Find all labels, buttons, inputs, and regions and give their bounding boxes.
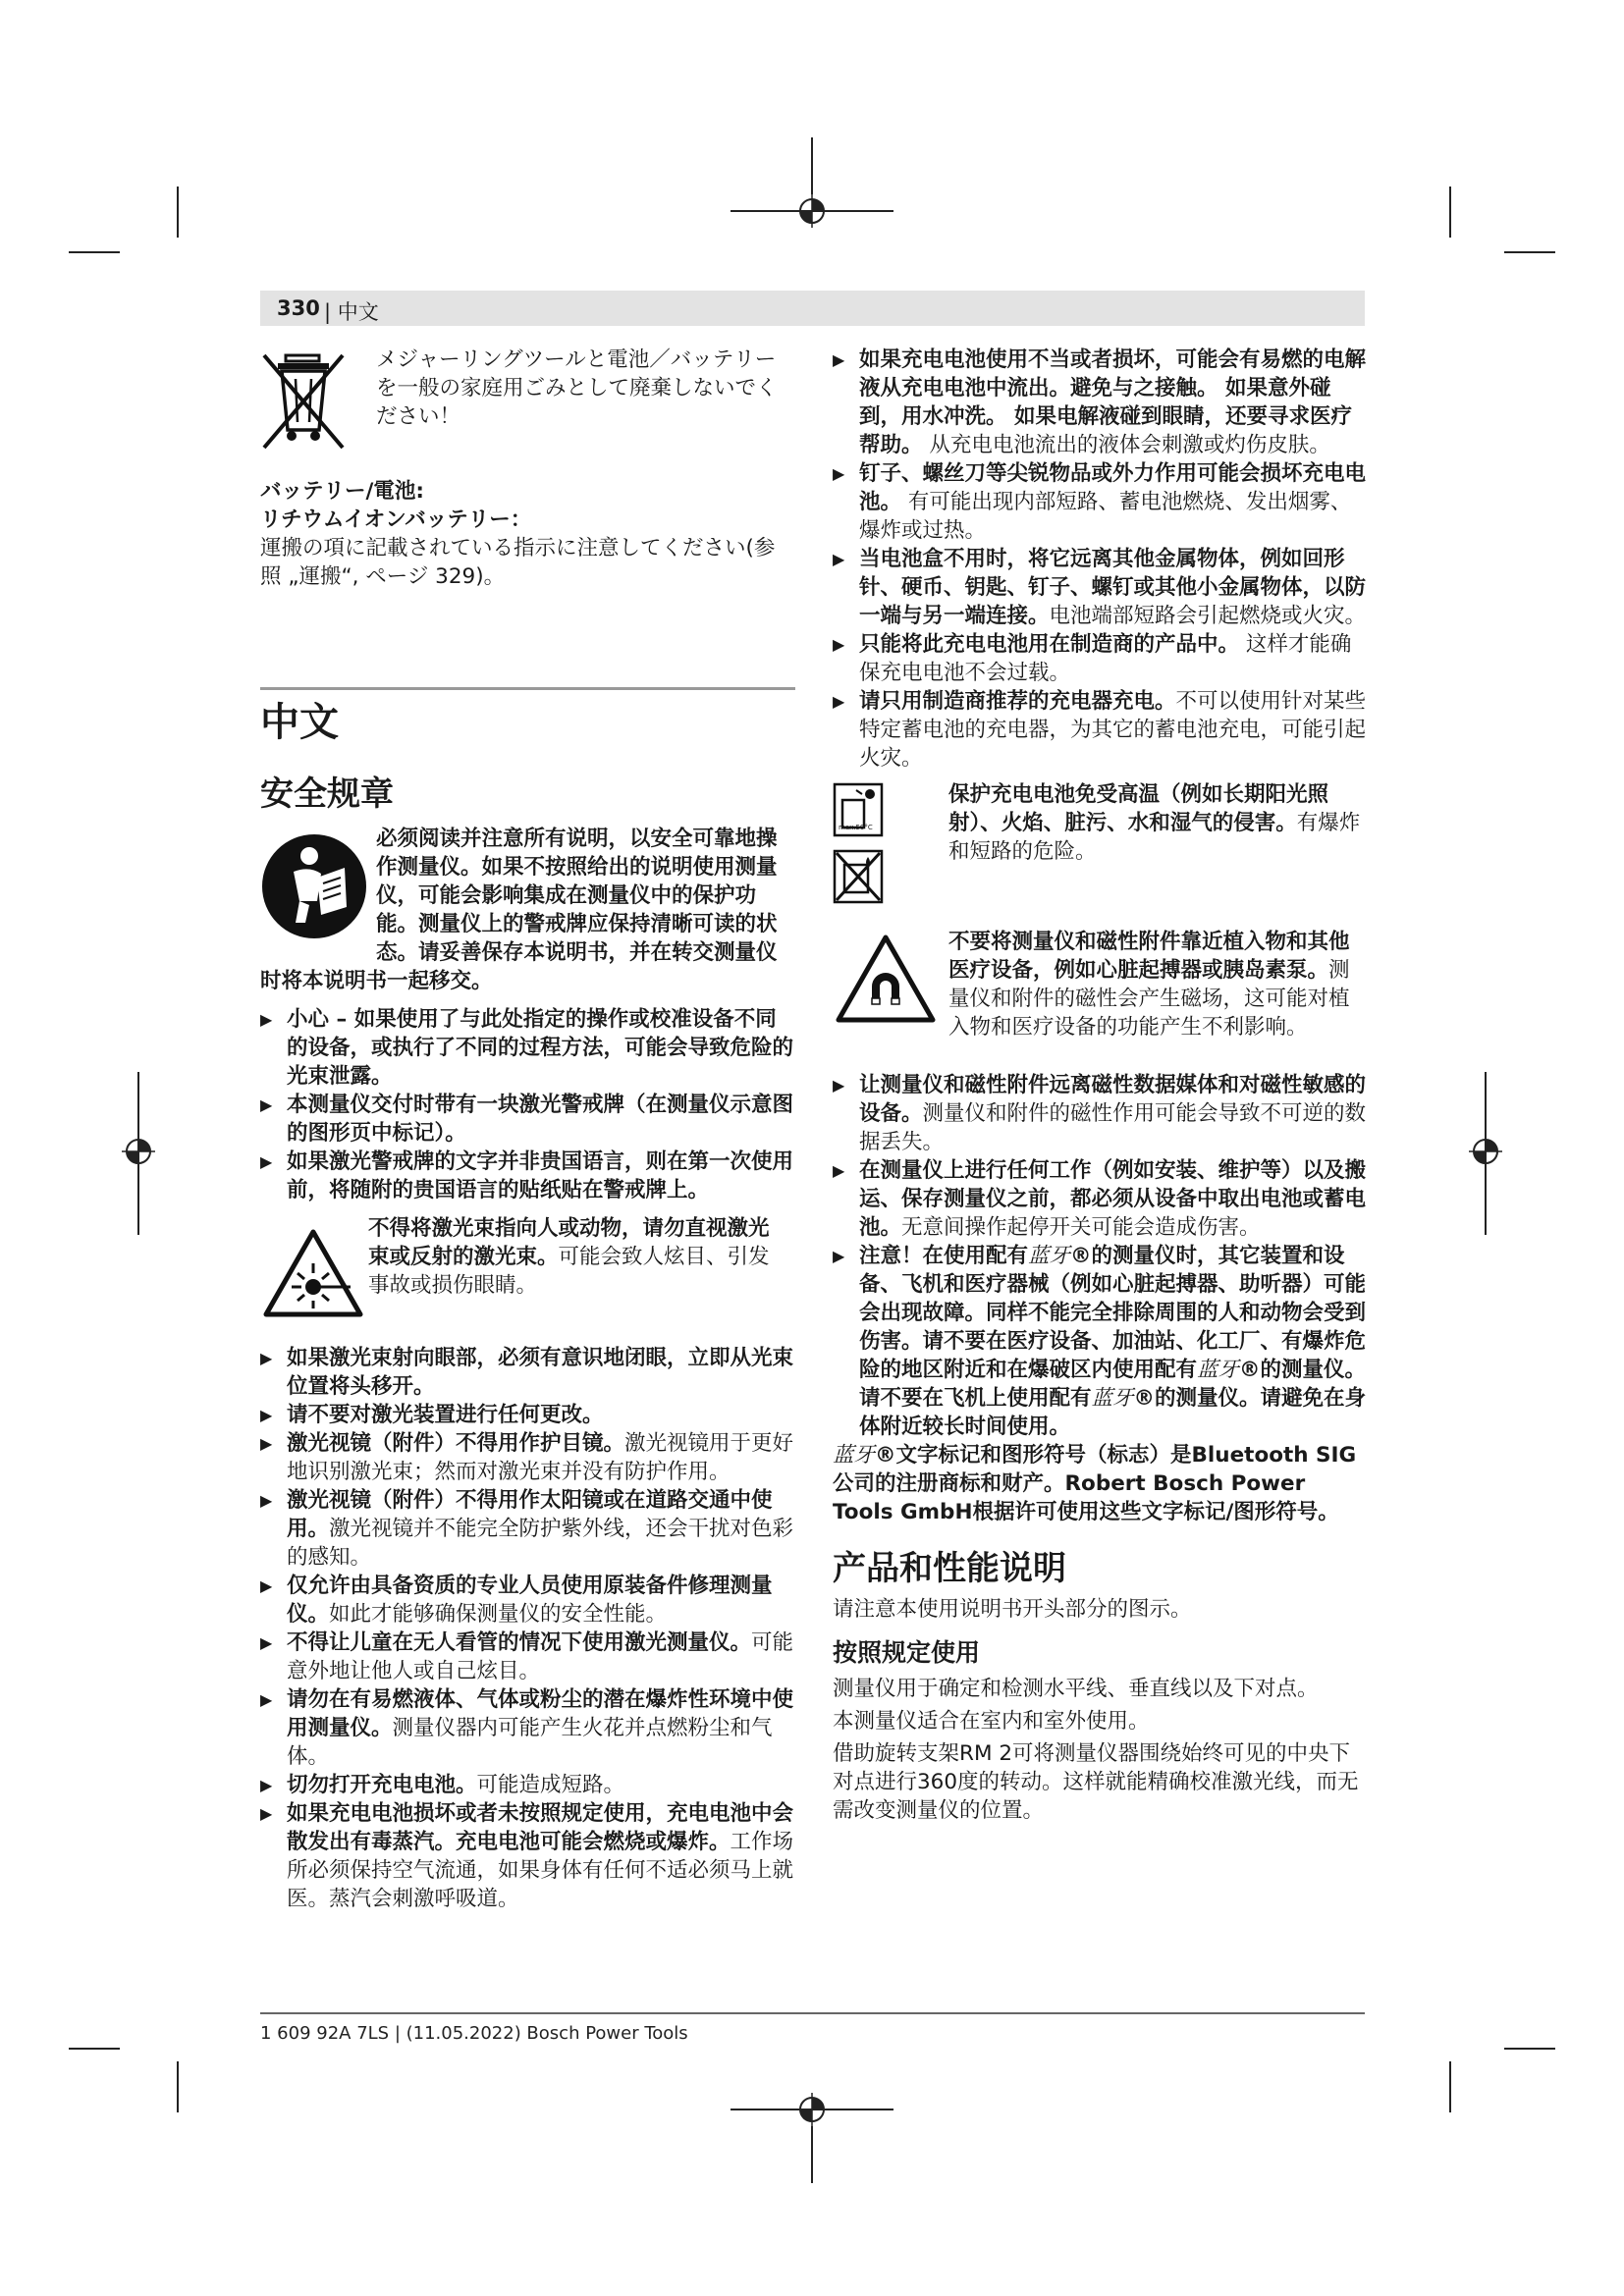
trademark-text: ®文字标记和图形符号（标志）是Bluetooth SIG公司的注册商标和财产。Robert Bosch Power Tools GmbH根据许可使用这些文字标记/图形符号。	[833, 1443, 1357, 1524]
bullet-normal-text: 从充电电池流出的液体会刺激或灼伤皮肤。	[922, 433, 1330, 457]
laser-warning-icon	[262, 1228, 364, 1318]
bullet-normal-text: 可能意外地让他人或自己炫目。	[287, 1630, 794, 1683]
safety-bullet	[260, 1685, 795, 1771]
bullet-normal-text: 这样才能确保充电电池不会过载。	[859, 632, 1352, 685]
jp-battery-heading: バッテリー/電池:	[260, 479, 424, 504]
bullet-bold-text: 钉子、螺丝刀等尖锐物品或外力作用可能会损坏充电电池。	[859, 461, 1367, 514]
safety-bullet	[833, 1071, 1368, 1156]
left-column	[260, 346, 795, 591]
bullet-normal-text: 有可能出现内部短路、蓄电池燃烧、发出烟雾、爆炸或过热。	[859, 490, 1352, 543]
bullet-bold-text: 激光视镜（附件）不得用作护目镜。	[287, 1431, 625, 1456]
safety-bullet	[833, 346, 1368, 459]
magnet-warning-block	[833, 928, 1368, 1071]
bullet-normal-text: 无意间操作起停开关可能会造成伤害。	[901, 1215, 1261, 1240]
bullet-normal-text: 电池端部短路会引起燃烧或火灾。	[1049, 604, 1367, 628]
safety-bullet	[260, 1771, 795, 1799]
crop-mark-bottom-left-h	[69, 2048, 120, 2050]
bullet-normal-text: 激光视镜并不能完全防护紫外线，还会干扰对色彩的感知。	[287, 1517, 794, 1570]
bullet-bold-text: 激光视镜（附件）不得用作太阳镜或在道路交通中使用。	[287, 1488, 773, 1541]
disposal-block	[260, 346, 795, 463]
bullet-normal-text: 如此才能够确保测量仪的安全性能。	[329, 1602, 668, 1627]
safety-title: 安全规章	[260, 774, 394, 814]
read-manual-block	[260, 825, 795, 995]
bullet-bold-text: 如果充电电池使用不当或者损坏，可能会有易燃的电解液从充电电池中流出。避免与之接触。 如果意外碰到，用水冲洗。 如果电解液碰到眼睛，还要寻求医疗帮助。	[859, 347, 1367, 457]
product-intro: 请注意本使用说明书开头部分的图示。	[833, 1597, 1192, 1622]
right-bullets-a	[833, 346, 1368, 773]
sun-icon-caption: max.50°C	[839, 824, 873, 831]
bullet-bold-text: 如果激光束射向眼部，必须有意识地闭眼，立即从光束位置将头移开。	[287, 1346, 794, 1399]
section-title: 中文	[260, 700, 339, 745]
safety-bullet	[260, 1629, 795, 1685]
section-divider	[260, 687, 795, 690]
bullet-normal-text: 激光视镜用于更好地识别激光束；然而对激光束并没有防护作用。	[287, 1431, 794, 1484]
left-bullets-a	[260, 1005, 795, 1204]
safety-bullet	[260, 1799, 795, 1913]
intended-use-p1: 测量仪用于确定和检测水平线、垂直线以及下对点。	[833, 1677, 1319, 1701]
bullet-normal-text: 工作场所必须保持空气流通，如果身体有任何不适必须马上就医。蒸汽会刺激呼吸道。	[287, 1830, 794, 1911]
bullet-bold-text: 请勿在有易燃液体、气体或粉尘的潜在爆炸性环境中使用测量仪。	[287, 1687, 794, 1740]
safety-bullet	[260, 1344, 795, 1401]
crop-mark-top-right-h	[1504, 251, 1555, 253]
crop-mark-bottom-right-v	[1449, 2061, 1451, 2112]
safety-bullet	[260, 1401, 795, 1429]
safety-bullet	[260, 1486, 795, 1572]
safety-bullet	[260, 1429, 795, 1486]
bluetooth-part4: ®的测量仪。请避免在身体附近较长时间使用。	[859, 1386, 1367, 1439]
registration-line-bottom	[811, 2126, 813, 2183]
crop-mark-bottom-left-v	[177, 2061, 179, 2112]
laser-warning-block	[260, 1214, 795, 1338]
bullet-normal-text: 测量仪器内可能产生火花并点燃粉尘和气体。	[287, 1716, 773, 1769]
page-header-bar	[260, 291, 1365, 326]
safety-bullet	[833, 459, 1368, 545]
bullet-bold-text: 仅允许由具备资质的专业人员使用原装备件修理测量仪。	[287, 1574, 773, 1627]
registration-line-right	[1485, 1072, 1487, 1235]
intended-use-p2: 本测量仪适合在室内和室外使用。	[833, 1709, 1150, 1734]
bullet-normal-text: 测量仪和附件的磁性作用可能会导致不可逆的数据丢失。	[859, 1101, 1367, 1154]
bullet-bold-text: 请只用制造商推荐的充电器充电。	[859, 689, 1176, 714]
registration-line-bottom-h	[731, 2109, 893, 2110]
magnet-warning-icon	[835, 934, 937, 1024]
magnet-warning-normal: 测量仪和附件的磁性会产生磁场，这可能对植入物和医疗设备的功能产生不利影响。	[948, 958, 1350, 1040]
heat-warning-normal: 有爆炸和短路的危险。	[948, 811, 1361, 864]
bluetooth-part1: 注意！在使用配有	[859, 1244, 1029, 1268]
crossed-bin-icon	[260, 349, 347, 457]
laser-warning-text	[368, 1214, 781, 1300]
heat-warning-text	[948, 780, 1361, 866]
bluetooth-bullet	[833, 1242, 1368, 1441]
trademark-note	[833, 1441, 1368, 1526]
bluetooth-brand-3: 蓝牙	[1091, 1386, 1134, 1411]
bullet-bold-text: 当电池盒不用时，将它远离其他金属物体，例如回形针、硬币、钥匙、钉子、螺钉或其他小金属物体，以防一端与另一端连接。	[859, 547, 1367, 628]
bluetooth-brand-1: 蓝牙	[1028, 1244, 1071, 1268]
bullet-normal-text: 可能造成短路。	[476, 1773, 625, 1797]
right-column	[833, 346, 1368, 1825]
heat-warning-block	[833, 780, 1368, 918]
laser-warning-normal: 可能会致人炫目、引发事故或损伤眼睛。	[368, 1245, 770, 1298]
safety-bullet	[260, 1148, 795, 1204]
bluetooth-part2: ®的测量仪时，其它装置和设备、飞机和医疗器械（例如心脏起搏器、助听器）可能会出现故障。同样不能完全排除周围的人和动物会受到伤害。请不要在医疗设备、加油站、化工厂、有爆炸危险的地区附近和在爆破区内使用配有	[859, 1244, 1367, 1382]
crop-mark-top-right-v	[1449, 187, 1451, 238]
bluetooth-part3: ®的测量仪。请不要在飞机上使用配有	[859, 1358, 1367, 1411]
header-language-text: 中文	[337, 300, 379, 324]
bullet-bold-text: 如果激光警戒牌的文字并非贵国语言，则在第一次使用前，将随附的贵国语言的贴纸贴在警戒牌上。	[287, 1149, 794, 1202]
safety-intro-text: 必须阅读并注意所有说明，以安全可靠地操作测量仪。如果不按照给出的说明使用测量仪，可能会影响集成在测量仪中的保护功能。测量仪上的警戒牌应保持清晰可读的状态。请妥善保存本说明书，并在转交测量仪时将本说明书一起移交。	[260, 827, 778, 993]
header-language: | 中文	[324, 300, 379, 324]
safety-bullet	[833, 687, 1368, 773]
bullet-bold-text: 不得让儿童在无人看管的情况下使用激光测量仪。	[287, 1630, 752, 1655]
bullet-bold-text: 本测量仪交付时带有一块激光警戒牌（在测量仪示意图的图形页中标记）。	[287, 1093, 794, 1146]
bluetooth-brand-2: 蓝牙	[1197, 1358, 1240, 1382]
heat-warning-bold: 保护充电电池免受高温（例如长期阳光照射）、火焰、脏污、水和湿气的侵害。	[948, 782, 1329, 835]
page-number: 330	[277, 296, 320, 320]
bullet-bold-text: 请不要对激光装置进行任何更改。	[287, 1403, 604, 1427]
crop-mark-top-left-h	[69, 251, 120, 253]
jp-li-ion-heading: リチウムイオンバッテリー：	[260, 507, 532, 532]
trademark-brand: 蓝牙	[833, 1443, 876, 1468]
registration-line-top-h	[731, 210, 893, 212]
bullet-bold-text: 小心 – 如果使用了与此处指定的操作或校准设备不同的设备，或执行了不同的过程方法，可能会导致危险的光束泄露。	[287, 1007, 794, 1089]
left-column-zh	[260, 699, 795, 1913]
footer-rule	[260, 2012, 1365, 2014]
registration-line-left	[137, 1072, 139, 1235]
crop-mark-bottom-right-h	[1504, 2048, 1555, 2050]
footer-text: 1 609 92A 7LS | (11.05.2022) Bosch Power Tools	[260, 2023, 688, 2044]
laser-warning-bold: 不得将激光束指向人或动物，请勿直视激光束或反射的激光束。	[368, 1216, 770, 1269]
safety-bullet	[833, 545, 1368, 630]
safety-bullet	[260, 1572, 795, 1629]
jp-disposal-note: メジャーリングツールと電池／バッテリーを一般の家庭用ごみとして廃棄しないでください！	[376, 347, 778, 429]
bullet-bold-text: 在测量仪上进行任何工作（例如安装、维护等）以及搬运、保存测量仪之前，都必须从设备中取出电池或蓄电池。	[859, 1158, 1367, 1240]
bullet-bold-text: 让测量仪和磁性附件远离磁性数据媒体和对磁性敏感的设备。	[859, 1073, 1367, 1126]
bullet-normal-text: 不可以使用针对某些特定蓄电池的充电器，为其它的蓄电池充电，可能引起火灾。	[859, 689, 1367, 771]
safety-bullet	[260, 1005, 795, 1091]
bullet-bold-text: 只能将此充电电池用在制造商的产品中。	[859, 632, 1240, 657]
jp-transport-note: 運搬の項に記載されている指示に注意してください(参照 „運搬“, ページ 329)。	[260, 536, 776, 589]
no-water-icon	[833, 849, 884, 904]
safety-bullet	[260, 1091, 795, 1148]
right-bullets-b	[833, 1071, 1368, 1242]
magnet-warning-text	[948, 928, 1361, 1041]
safety-bullet	[833, 1156, 1368, 1242]
bullet-bold-text: 切勿打开充电电池。	[287, 1773, 477, 1797]
intended-use-title: 按照规定使用	[833, 1638, 981, 1667]
safety-bullet	[833, 630, 1368, 687]
crop-mark-top-left-v	[177, 187, 179, 238]
magnet-warning-bold: 不要将测量仪和磁性附件靠近植入物和其他医疗设备，例如心脏起搏器或胰岛素泵。	[948, 930, 1350, 983]
registration-line-top	[811, 137, 813, 194]
product-title: 产品和性能说明	[833, 1549, 1066, 1588]
intended-use-p3: 借助旋转支架RM 2可将测量仪器围绕始终可见的中央下对点进行360度的转动。这样就能精确校准激光线，而无需改变测量仪的位置。	[833, 1741, 1359, 1823]
left-bullets-b	[260, 1344, 795, 1913]
bullet-bold-text: 如果充电电池损坏或者未按照规定使用，充电电池中会散发出有毒蒸汽。充电电池可能会燃烧或爆炸。	[287, 1801, 794, 1854]
read-manual-icon	[260, 832, 368, 940]
